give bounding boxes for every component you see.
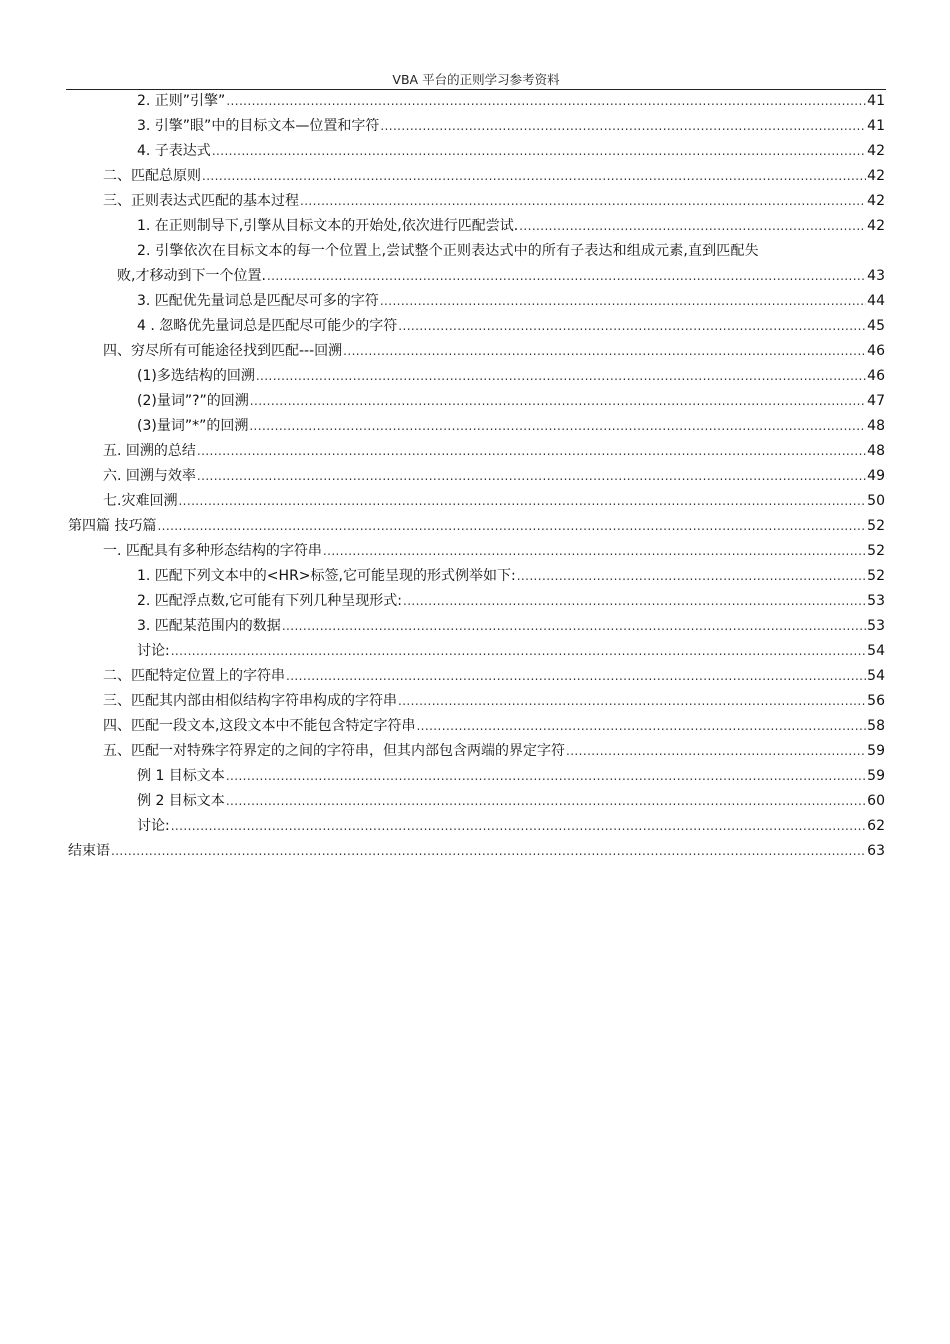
toc-entry-page: 59 (867, 743, 885, 759)
toc-entry-title: 四、匹配一段文本,这段文本中不能包含特定字符串 (103, 718, 416, 734)
toc-entry-page: 42 (867, 193, 885, 209)
toc-entry-title: 败,才移动到下一个位置. (117, 268, 266, 284)
table-of-contents (0, 89, 950, 864)
toc-leader-dots (517, 564, 866, 589)
toc-entry-title-first-line: 2. 引擎依次在目标文本的每一个位置上,尝试整个正则表达式中的所有子表达和组成元素,直到匹配失 (137, 243, 759, 259)
toc-entry-title: 3. 引擎”眼”中的目标文本—位置和字符 (137, 118, 380, 134)
toc-entry[interactable] (0, 614, 950, 639)
toc-leader-dots (111, 839, 866, 864)
toc-entry-title: 四、穷尽所有可能途径找到匹配---回溯 (103, 343, 343, 359)
toc-entry-page: 53 (867, 618, 885, 634)
toc-leader-dots (212, 139, 866, 164)
toc-entry-title: 2. 匹配浮点数,它可能有下列几种呈现形式: (137, 593, 402, 609)
header-title: VBA 平台的正则学习参考资料 (392, 72, 560, 87)
toc-entry-title: 讨论: (137, 818, 170, 834)
toc-entry[interactable] (0, 739, 950, 764)
toc-entry[interactable] (0, 414, 950, 439)
toc-entry-page: 52 (867, 568, 885, 584)
toc-entry[interactable] (0, 389, 950, 414)
toc-entry-page: 41 (867, 118, 885, 134)
page-header (66, 70, 886, 90)
toc-entry-title: 3. 匹配某范围内的数据 (137, 618, 281, 634)
toc-leader-dots (398, 314, 866, 339)
toc-leader-dots (343, 339, 866, 364)
toc-entry-page: 41 (867, 93, 885, 109)
toc-leader-dots (323, 539, 866, 564)
toc-entry[interactable] (0, 539, 950, 564)
toc-entry-page: 53 (867, 593, 885, 609)
toc-entry[interactable] (0, 664, 950, 689)
toc-entry-page: 42 (867, 168, 885, 184)
toc-leader-dots (226, 764, 866, 789)
toc-entry-title: 七.灾难回溯 (103, 493, 178, 509)
toc-entry-page: 45 (867, 318, 885, 334)
toc-entry[interactable] (0, 764, 950, 789)
toc-entry[interactable] (0, 564, 950, 589)
toc-entry-page: 52 (867, 518, 885, 534)
toc-entry[interactable] (0, 439, 950, 464)
toc-entry-page: 46 (867, 343, 885, 359)
toc-entry[interactable] (0, 464, 950, 489)
toc-entry[interactable] (0, 339, 950, 364)
toc-entry-title: 六. 回溯与效率 (103, 468, 196, 484)
toc-leader-dots (282, 614, 866, 639)
toc-leader-dots (178, 489, 866, 514)
toc-leader-dots (250, 389, 866, 414)
toc-entry-page: 63 (867, 843, 885, 859)
toc-leader-dots (267, 264, 866, 289)
toc-entry[interactable] (0, 189, 950, 214)
toc-entry-page: 60 (867, 793, 885, 809)
toc-leader-dots (197, 439, 866, 464)
toc-entry[interactable] (0, 814, 950, 839)
toc-entry-title: 2. 正则”引擎” (137, 93, 226, 109)
toc-entry-page: 44 (867, 293, 885, 309)
toc-leader-dots (380, 289, 866, 314)
toc-leader-dots (416, 714, 866, 739)
toc-leader-dots (286, 664, 866, 689)
toc-entry[interactable] (0, 139, 950, 164)
toc-entry[interactable] (0, 514, 950, 539)
toc-entry-title: 1. 匹配下列文本中的<HR>标签,它可能呈现的形式例举如下: (137, 568, 516, 584)
toc-entry[interactable] (0, 364, 950, 389)
toc-entry-page: 62 (867, 818, 885, 834)
toc-entry-wrapped[interactable] (0, 239, 950, 289)
toc-leader-dots (519, 214, 866, 239)
toc-entry-page: 59 (867, 768, 885, 784)
toc-entry-page: 56 (867, 693, 885, 709)
toc-entry-title: (3)量词”*”的回溯 (137, 418, 249, 434)
toc-entry[interactable] (0, 114, 950, 139)
toc-entry[interactable] (0, 689, 950, 714)
toc-entry-page: 54 (867, 668, 885, 684)
toc-entry-title: (1)多选结构的回溯 (137, 368, 255, 384)
toc-entry[interactable] (0, 289, 950, 314)
toc-entry-page: 48 (867, 443, 885, 459)
toc-entry-title: 1. 在正则制导下,引擎从目标文本的开始处,依次进行匹配尝试. (137, 218, 519, 234)
toc-leader-dots (171, 814, 866, 839)
toc-entry-title: 4 . 忽略优先量词总是匹配尽可能少的字符 (137, 318, 398, 334)
toc-entry-page: 54 (867, 643, 885, 659)
toc-entry-title: 例 2 目标文本 (137, 793, 225, 809)
toc-leader-dots (300, 189, 866, 214)
toc-entry-title: 一. 匹配具有多种形态结构的字符串 (103, 543, 322, 559)
toc-entry-page: 58 (867, 718, 885, 734)
toc-entry-page: 47 (867, 393, 885, 409)
toc-leader-dots (380, 114, 866, 139)
toc-entry-page: 43 (867, 268, 885, 284)
toc-entry[interactable] (0, 314, 950, 339)
toc-entry[interactable] (0, 839, 950, 864)
toc-entry-title: (2)量词”?”的回溯 (137, 393, 249, 409)
toc-leader-dots (171, 639, 866, 664)
toc-leader-dots (157, 514, 866, 539)
toc-entry-page: 52 (867, 543, 885, 559)
toc-entry-page: 42 (867, 218, 885, 234)
toc-entry-page: 48 (867, 418, 885, 434)
toc-entry-page: 49 (867, 468, 885, 484)
toc-entry-title: 4. 子表达式 (137, 143, 211, 159)
toc-entry-title: 二、匹配总原则 (103, 168, 201, 184)
toc-entry[interactable] (0, 589, 950, 614)
toc-entry-title: 五、匹配一对特殊字符界定的之间的字符串，但其内部包含两端的界定字符 (103, 743, 565, 759)
toc-entry-title: 结束语 (68, 843, 110, 859)
toc-entry-title: 三、匹配其内部由相似结构字符串构成的字符串 (103, 693, 397, 709)
toc-entry-title: 五. 回溯的总结 (103, 443, 196, 459)
toc-entry-title: 第四篇 技巧篇 (68, 518, 157, 534)
toc-entry[interactable] (0, 214, 950, 239)
toc-entry-title: 三、正则表达式匹配的基本过程 (103, 193, 299, 209)
toc-entry-title: 3. 匹配优先量词总是匹配尽可多的字符 (137, 293, 379, 309)
toc-entry[interactable] (0, 714, 950, 739)
toc-leader-dots (403, 589, 866, 614)
toc-leader-dots (197, 464, 866, 489)
toc-entry-title: 讨论: (137, 643, 170, 659)
toc-entry[interactable] (0, 489, 950, 514)
toc-entry-title: 例 1 目标文本 (137, 768, 225, 784)
toc-leader-dots (256, 364, 866, 389)
toc-leader-dots (249, 414, 866, 439)
toc-entry-page: 50 (867, 493, 885, 509)
toc-entry[interactable] (0, 164, 950, 189)
toc-entry-page: 46 (867, 368, 885, 384)
toc-entry-title: 二、匹配特定位置上的字符串 (103, 668, 285, 684)
toc-entry[interactable] (0, 789, 950, 814)
toc-leader-dots (226, 789, 866, 814)
toc-leader-dots (398, 689, 866, 714)
toc-leader-dots (226, 89, 866, 114)
toc-entry[interactable] (0, 89, 950, 114)
toc-leader-dots (566, 739, 866, 764)
toc-entry-page: 42 (867, 143, 885, 159)
toc-entry[interactable] (0, 639, 950, 664)
toc-leader-dots (202, 164, 866, 189)
